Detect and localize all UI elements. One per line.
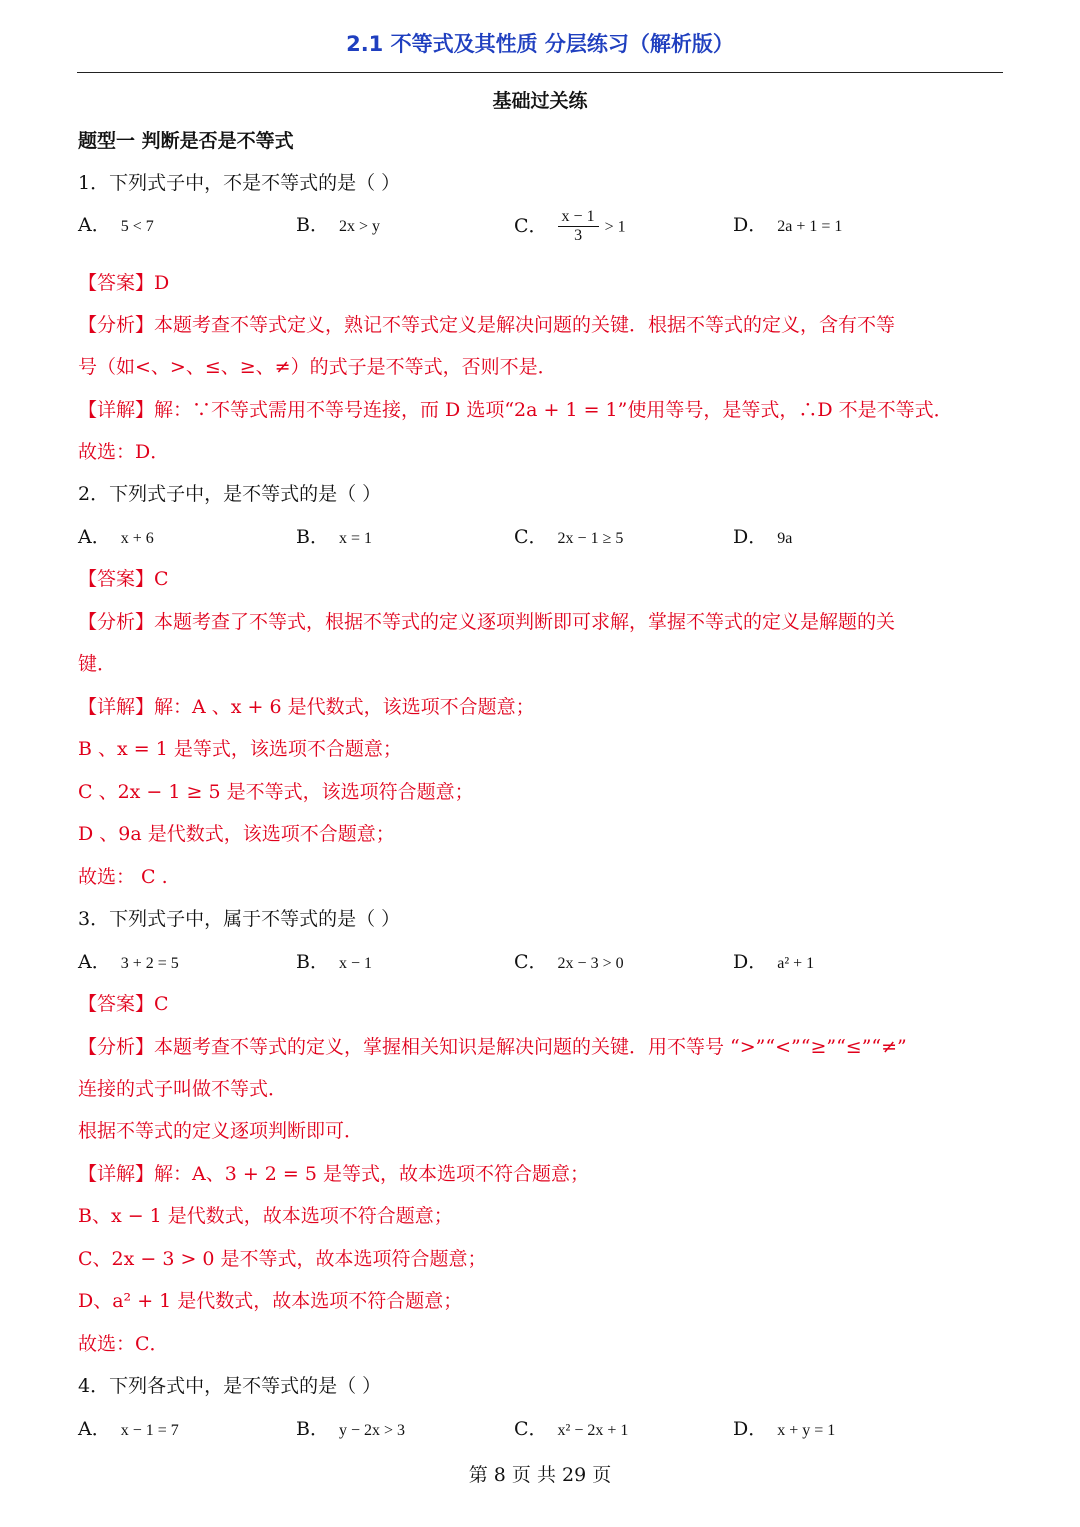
option-text: 5 < 7 (120, 218, 154, 235)
option-text: 3 + 2 = 5 (120, 955, 179, 972)
option-label: A． (78, 214, 111, 236)
q4-option-b (296, 1416, 405, 1444)
option-label: D． (733, 951, 768, 973)
q1-stem: 1．下列式子中，不是不等式的是（ ） (78, 172, 401, 194)
q2-detail-line3: C 、2x − 1 ≥ 5 是不等式，该选项符合题意； (78, 781, 474, 803)
q2-options (78, 524, 1008, 564)
option-text: x = 1 (338, 530, 372, 547)
option-label: C． (514, 526, 548, 548)
q1-options (78, 208, 1008, 252)
fraction (558, 208, 599, 245)
q2-option-a (78, 524, 154, 552)
option-text: 2x > y (338, 218, 380, 235)
q3-stem: 3．下列式子中，属于不等式的是（ ） (78, 908, 401, 930)
q4-options (78, 1416, 1008, 1456)
q4-option-c (514, 1416, 628, 1444)
q2-option-b (296, 524, 372, 552)
q3-answer: 【答案】C (78, 993, 169, 1015)
q3-option-d (733, 949, 814, 977)
q2-detail-line2: B 、x = 1 是等式，该选项不合题意； (78, 738, 402, 760)
q4-option-d (733, 1416, 835, 1444)
q1-detail-line2: 故选：D． (78, 441, 170, 463)
option-text: y − 2x > 3 (338, 1422, 406, 1439)
q1-analysis-line1: 【分析】本题考查不等式定义，熟记不等式定义是解决问题的关键．根据不等式的定义，含有不等 (78, 314, 896, 336)
option-text: 2x − 1 ≥ 5 (557, 530, 624, 547)
option-label: D． (733, 214, 768, 236)
q2-analysis-line1: 【分析】本题考查了不等式，根据不等式的定义逐项判断即可求解，掌握不等式的定义是解题的关 (78, 611, 896, 633)
option-text: 2x − 3 > 0 (557, 955, 624, 972)
q1-option-b (296, 212, 380, 240)
option-label: C． (514, 1418, 548, 1440)
q3-detail-line4: D、a² + 1 是代数式，故本选项不符合题意； (78, 1290, 463, 1312)
fraction-numerator: x − 1 (558, 208, 599, 227)
fraction-denominator: 3 (574, 227, 583, 244)
option-label: C． (514, 951, 548, 973)
q2-detail-line4: D 、9a 是代数式，该选项不合题意； (78, 823, 395, 845)
q4-option-a (78, 1416, 179, 1444)
q2-option-c (514, 524, 623, 552)
option-text: x + y = 1 (777, 1422, 836, 1439)
q4-stem: 4．下列各式中，是不等式的是（ ） (78, 1375, 382, 1397)
q3-options (78, 949, 1008, 989)
q1-option-d (733, 212, 842, 240)
option-label: B． (296, 1418, 329, 1440)
option-text: x − 1 (338, 955, 372, 972)
q3-option-a (78, 949, 179, 977)
q3-detail-line2: B、x − 1 是代数式，故本选项不符合题意； (78, 1205, 453, 1227)
q2-stem: 2．下列式子中，是不等式的是（ ） (78, 483, 382, 505)
option-text: a² + 1 (777, 955, 815, 972)
option-label: C． (514, 214, 548, 237)
option-label: B． (296, 214, 329, 236)
option-text: x² − 2x + 1 (557, 1422, 629, 1439)
q1-option-c (514, 208, 626, 245)
q3-option-c (514, 949, 624, 977)
option-text: > 1 (604, 218, 626, 236)
option-label: A． (78, 526, 111, 548)
q3-analysis-line2: 连接的式子叫做不等式． (78, 1078, 288, 1100)
option-text: x − 1 = 7 (120, 1422, 179, 1439)
q1-analysis-line2: 号（如<、>、≤、≥、≠）的式子是不等式，否则不是． (78, 356, 557, 378)
q2-analysis-line2: 键． (78, 653, 117, 675)
option-label: D． (733, 1418, 768, 1440)
q1-option-a (78, 212, 154, 240)
option-label: A． (78, 1418, 111, 1440)
q1-detail-line1: 【详解】解：∵不等式需用不等号连接，而 D 选项“2a + 1 = 1”使用等号，是等式，∴D 不是不等式． (78, 399, 953, 421)
option-label: B． (296, 526, 329, 548)
option-label: D． (733, 526, 768, 548)
q3-analysis-line1: 【分析】本题考查不等式的定义，掌握相关知识是解决问题的关键．用不等号 “>”“<”“≥”“≤”“≠” (78, 1036, 907, 1058)
question-type-title: 题型一 判断是否是不等式 (78, 130, 294, 152)
q2-detail-line1: 【详解】解：A 、x + 6 是代数式，该选项不合题意； (78, 696, 535, 718)
q3-detail-line1: 【详解】解：A、3 + 2 = 5 是等式，故本选项不符合题意； (78, 1163, 590, 1185)
q2-option-d (733, 524, 792, 552)
q3-analysis-line3: 根据不等式的定义逐项判断即可． (78, 1120, 364, 1142)
option-text: x + 6 (120, 530, 154, 547)
option-label: B． (296, 951, 329, 973)
option-text: 9a (777, 530, 793, 547)
page-footer: 第 8 页 共 29 页 (468, 1464, 612, 1486)
q2-detail-line5: 故选： C . (78, 866, 168, 888)
q2-answer: 【答案】C (78, 568, 169, 590)
q1-answer: 【答案】D (78, 272, 170, 294)
q3-detail-line3: C、2x − 3 > 0 是不等式，故本选项符合题意； (78, 1248, 487, 1270)
section-title: 基础过关练 (492, 90, 588, 112)
header-divider (77, 72, 1003, 73)
option-text: 2a + 1 = 1 (777, 218, 843, 235)
q3-detail-line5: 故选：C． (78, 1333, 169, 1355)
q3-option-b (296, 949, 372, 977)
page-header-title: 2.1 不等式及其性质 分层练习（解析版） (346, 32, 734, 56)
option-label: A． (78, 951, 111, 973)
